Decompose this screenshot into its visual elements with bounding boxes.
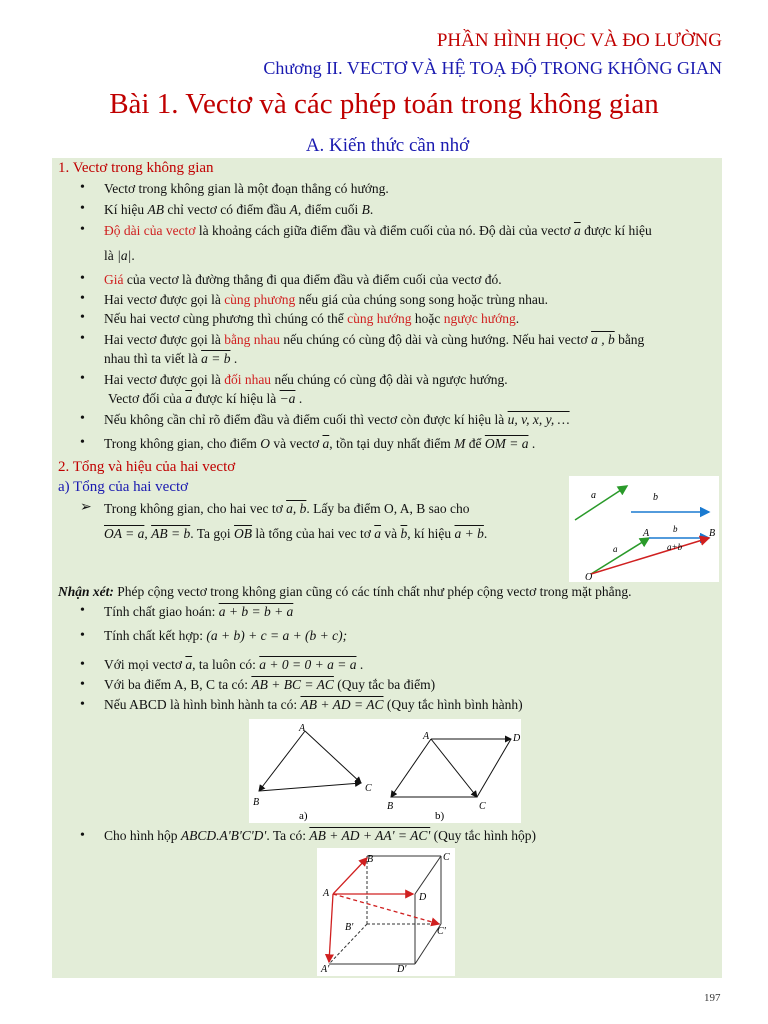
label-D: D bbox=[419, 892, 427, 903]
bullet: • bbox=[80, 411, 85, 426]
label-A: A bbox=[423, 731, 430, 742]
vector-sum-figure bbox=[569, 476, 719, 582]
vector-sum-diagram bbox=[569, 476, 719, 582]
arrow-bullet: ➢ bbox=[80, 500, 92, 515]
text-line: Cho hình hộp ABCD.A'B'C'D'. Ta có: AB + AD + AA' = AC' (Quy tắc hình hộp) bbox=[104, 828, 536, 843]
text-line: Vectơ trong không gian là một đoạn thẳng có hướng. bbox=[104, 181, 389, 196]
chapter-title: Chương II. VECTƠ VÀ HỆ TOẠ ĐỘ TRONG KHÔNG GIAN bbox=[263, 58, 722, 78]
label-C: C bbox=[443, 852, 450, 863]
bullet: • bbox=[80, 435, 85, 450]
bullet: • bbox=[80, 697, 85, 712]
label-O: O bbox=[585, 572, 593, 582]
caption-a: a) bbox=[299, 810, 308, 822]
label-B: B bbox=[367, 854, 374, 865]
triangle-parallelogram-diagram bbox=[249, 719, 521, 823]
section-title: A. Kiến thức cần nhớ bbox=[305, 135, 470, 156]
text-line: là |a|. bbox=[104, 248, 135, 263]
text-line: OA = a, AB = b. Ta gọi $\overline{OB}$ là tổng của hai vec tơ $\overline{a}$ và $\overline{b}$, kí hiệu a + b. bbox=[104, 526, 488, 541]
label-A: A bbox=[299, 723, 306, 734]
label-A1: A' bbox=[321, 964, 330, 975]
bullet: • bbox=[80, 331, 85, 346]
text-line: Tính chất kết hợp: (a + b) + c = a + (b + c); bbox=[104, 628, 348, 643]
parallelepiped-diagram bbox=[317, 848, 455, 976]
text-line: Nếu hai vectơ cùng phương thì chúng có thể cùng hướng hoặc ngược hướng. bbox=[104, 311, 520, 326]
label-C: C bbox=[479, 801, 486, 812]
section-2-title: 2. Tổng và hiệu của hai vectơ bbox=[58, 459, 236, 475]
lesson-title: Bài 1. Vectơ và các phép toán trong không gian bbox=[109, 88, 659, 120]
text-line: Hai vectơ được gọi là bằng nhau nếu chúng có cùng độ dài và cùng hướng. Nếu hai vectơ a , b bằng bbox=[104, 332, 645, 347]
bullet: • bbox=[80, 291, 85, 306]
part-title: PHẦN HÌNH HỌC VÀ ĐO LƯỜNG bbox=[436, 30, 722, 51]
label-av: a bbox=[613, 544, 618, 554]
label-B: B bbox=[709, 528, 716, 539]
label-A: A bbox=[323, 888, 330, 899]
subsection-a-title: a) Tổng của hai vectơ bbox=[58, 479, 189, 495]
label-B1: B' bbox=[345, 922, 354, 933]
text-line: Kí hiệu AB chỉ vectơ có điểm đầu A, điểm cuối B. bbox=[104, 202, 374, 217]
text-line: Với ba điểm A, B, C ta có: AB + BC = AC (Quy tắc ba điểm) bbox=[104, 677, 436, 692]
bullet: • bbox=[80, 201, 85, 216]
text-line: Nếu ABCD là hình bình hành ta có: AB + AD = AC (Quy tắc hình bình hành) bbox=[104, 697, 523, 712]
text-line: Giá của vectơ là đường thẳng đi qua điểm đầu và điểm cuối của vectơ đó. bbox=[104, 272, 502, 287]
page-number: 197 bbox=[704, 992, 721, 1004]
text-line: Hai vectơ được gọi là cùng phương nếu giá của chúng song song hoặc trùng nhau. bbox=[104, 292, 548, 307]
bullet: • bbox=[80, 677, 85, 692]
text-line: Nếu không cần chỉ rõ điểm đầu và điểm cuối thì vectơ còn được kí hiệu là u, v, x, y, … bbox=[104, 412, 570, 427]
bullet: • bbox=[80, 180, 85, 195]
bullet: • bbox=[80, 271, 85, 286]
bullet: • bbox=[80, 222, 85, 237]
bullet: • bbox=[80, 628, 85, 643]
text-line: Vectơ đối của $\overline{a}$ được kí hiệu là −a . bbox=[108, 391, 303, 406]
section-1-title: 1. Vectơ trong không gian bbox=[58, 160, 214, 176]
text-line: Với mọi vectơ $\overline{a}$, ta luôn có: a + 0 = 0 + a = a . bbox=[104, 657, 364, 672]
label-D: D bbox=[513, 733, 521, 744]
bullet: • bbox=[80, 310, 85, 325]
text-line: Tính chất giao hoán: a + b = b + a bbox=[104, 604, 294, 619]
label-bv: b bbox=[673, 524, 678, 534]
label-ab: a+b bbox=[667, 542, 683, 552]
caption-b: b) bbox=[435, 810, 445, 822]
label-a: a bbox=[591, 490, 596, 501]
text-line: Hai vectơ được gọi là đối nhau nếu chúng có cùng độ dài và ngược hướng. bbox=[104, 372, 508, 387]
remark: Nhận xét: Phép cộng vectơ trong không gian cũng có các tính chất như phép cộng vectơ trong mặt phẳng. bbox=[58, 584, 632, 599]
text-line: Độ dài của vectơ là khoảng cách giữa điểm đầu và điểm cuối của nó. Độ dài của vectơ $\overline{a}$ được kí hiệu bbox=[104, 223, 652, 238]
label-C: C bbox=[365, 783, 372, 794]
text-line: Trong không gian, cho điểm O và vectơ $\overline{a}$, tồn tại duy nhất điểm M để OM = a . bbox=[104, 436, 536, 451]
label-b: b bbox=[653, 492, 658, 503]
parallelepiped-figure bbox=[317, 848, 455, 976]
label-B: B bbox=[253, 797, 260, 808]
label-B: B bbox=[387, 801, 394, 812]
label-A: A bbox=[643, 528, 650, 539]
bullet: • bbox=[80, 603, 85, 618]
bullet: • bbox=[80, 657, 85, 672]
text-line: Trong không gian, cho hai vec tơ a, b. Lấy ba điểm O, A, B sao cho bbox=[104, 501, 470, 516]
bullet: • bbox=[80, 371, 85, 386]
triangle-parallelogram-figure bbox=[249, 719, 521, 823]
label-D1: D' bbox=[397, 964, 407, 975]
bullet: • bbox=[80, 828, 85, 843]
label-C1: C' bbox=[437, 926, 446, 937]
text-line: nhau thì ta viết là a = b . bbox=[104, 351, 238, 366]
